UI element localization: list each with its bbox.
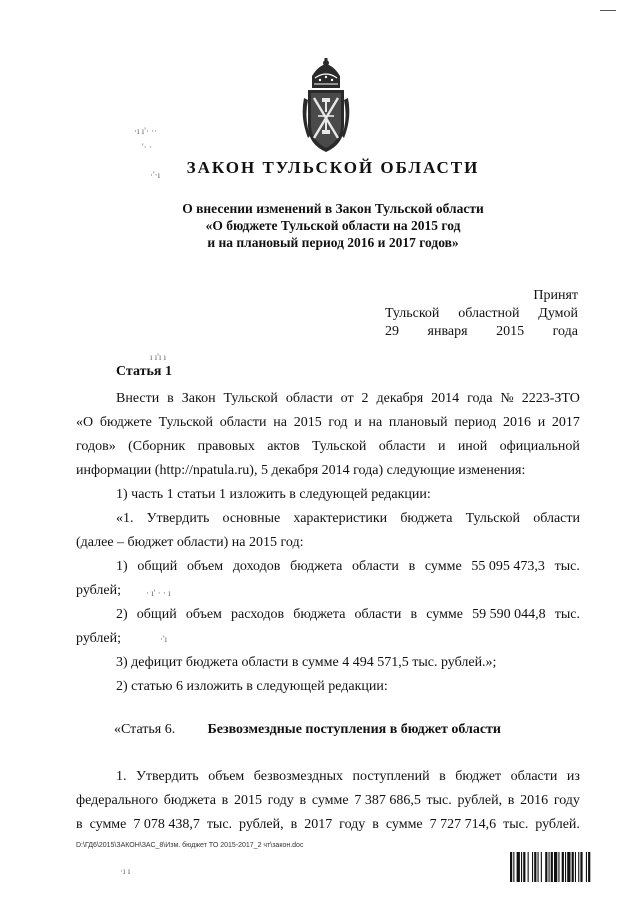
text-line	[76, 387, 580, 411]
word: рублей,	[239, 817, 284, 832]
word: Внести	[116, 391, 160, 406]
word: тыс.	[426, 793, 452, 808]
word: и	[354, 415, 362, 430]
word: 2017	[551, 415, 580, 430]
word: «О	[76, 415, 94, 430]
barcode-bar	[521, 852, 522, 882]
word: области	[219, 415, 267, 430]
word: бюджет	[455, 769, 502, 784]
word: (Сборник	[128, 439, 186, 454]
barcode-bar	[528, 852, 529, 882]
barcode-bar	[551, 852, 553, 882]
adoption-line	[385, 287, 578, 305]
word: в	[372, 817, 379, 832]
barcode-bar	[572, 852, 574, 882]
word: Думой	[538, 306, 578, 321]
word: в	[299, 793, 307, 808]
word: тыс.	[503, 817, 529, 832]
word: объем	[187, 559, 224, 574]
article-6-title: Безвозмездные поступления в бюджет области	[207, 722, 501, 737]
word: характеристики	[293, 511, 388, 526]
word: год	[328, 415, 348, 430]
word: №	[500, 391, 514, 406]
word: 7 727 714,6	[429, 817, 497, 832]
barcode-bar	[562, 852, 564, 882]
text-line	[76, 789, 580, 813]
subtitle-line: О внесении изменений в Закон Тульской области	[182, 201, 484, 216]
word: 2015	[233, 793, 262, 808]
barcode-bar	[510, 852, 512, 882]
word: расходов	[231, 607, 285, 622]
word: сумме	[385, 817, 423, 832]
word: федерального	[76, 793, 159, 808]
word: годов»	[76, 439, 116, 454]
word: Утвердить	[146, 511, 210, 526]
article-6-number: «Статья 6.	[114, 722, 176, 737]
barcode-bar	[578, 852, 579, 882]
word: Тульской	[158, 415, 214, 430]
word: областной	[458, 306, 520, 321]
word: 59 590 044,8	[472, 607, 546, 622]
word: Закон	[181, 391, 216, 406]
barcode-bar	[586, 852, 587, 882]
word: 2017	[304, 817, 333, 832]
barcode-bar	[545, 852, 547, 882]
law-title: ЗАКОН ТУЛЬСКОЙ ОБЛАСТИ	[186, 158, 480, 177]
text-line	[76, 555, 580, 579]
word: правовых	[197, 439, 255, 454]
word: в	[290, 817, 298, 832]
text-line	[76, 603, 580, 627]
word: бюджета	[163, 793, 216, 808]
word: объем	[208, 769, 245, 784]
word: в	[76, 817, 83, 832]
word: тыс.	[554, 607, 580, 622]
word: плановый	[388, 415, 448, 430]
word: тыс.	[206, 817, 233, 832]
word: области	[533, 511, 580, 526]
word: бюджете	[99, 415, 152, 430]
word: января	[427, 324, 468, 339]
barcode-bar	[532, 852, 533, 882]
scan-artifact-mark: ·'ı	[160, 634, 168, 644]
text-line: 2) статью 6 изложить в следующей редакции:	[116, 679, 388, 694]
scan-artifact-mark: ı ı'ı ı	[150, 352, 167, 362]
text-line: 3) дефицит бюджета области в сумме 4 494 571,5 тыс. рублей.»;	[116, 655, 497, 670]
word: области	[354, 607, 402, 622]
article-1-body	[76, 387, 580, 699]
word: 2	[361, 391, 369, 406]
word: Тульской	[385, 306, 440, 321]
subtitle-line: и на плановый период 2016 и 2017 годов»	[207, 235, 459, 250]
barcode-bar	[554, 852, 557, 882]
adoption-line	[385, 305, 578, 323]
word: на	[368, 415, 383, 430]
barcode-bar	[534, 852, 536, 882]
word: иной	[457, 439, 488, 454]
word: тыс.	[554, 559, 580, 574]
word: безвозмездных	[253, 769, 344, 784]
barcode-bar	[513, 852, 514, 882]
word: в	[221, 793, 229, 808]
word: сумме	[311, 793, 349, 808]
barcode-bar	[538, 852, 539, 882]
word: 2014	[431, 391, 460, 406]
barcode-icon	[510, 852, 622, 882]
word: в	[507, 793, 515, 808]
text-line	[76, 813, 580, 837]
word: из	[566, 769, 580, 784]
word: Тульской	[311, 439, 367, 454]
barcode-bar	[558, 852, 559, 882]
scan-artifact-mark: ·ı ı'· ··	[134, 126, 158, 136]
word: 2)	[116, 607, 128, 622]
word: в	[410, 607, 418, 622]
file-path-footer: D:\ГД6\2015\ЗАКОН\ЗАС_8\Изм. бюджет ТО 2015-2017_2 чт\закон.doc	[76, 842, 304, 849]
text-line: (далее – бюджет области) на 2015 год:	[76, 535, 304, 550]
text-line: рублей;	[76, 583, 121, 598]
word: 7 387 686,5	[354, 793, 421, 808]
word: 2223-ЗТО	[521, 391, 580, 406]
barcode-bar	[523, 852, 525, 882]
word: бюджета	[400, 511, 453, 526]
word: сумме	[426, 607, 463, 622]
text-line	[76, 765, 580, 789]
word: году	[267, 793, 294, 808]
word: года	[552, 324, 578, 339]
text-line: информации (http://npatula.ru), 5 декабря 2014 года) следующие изменения:	[76, 463, 526, 478]
word: от	[340, 391, 354, 406]
word: декабря	[376, 391, 424, 406]
text-line: рублей;	[76, 631, 121, 646]
word: сумме	[89, 817, 127, 832]
word: года	[467, 391, 493, 406]
barcode-bar	[567, 852, 570, 882]
word: в	[408, 559, 416, 574]
word: и	[537, 415, 546, 430]
scan-artifact-mark: '· ·	[142, 142, 152, 152]
word: и	[437, 439, 446, 454]
word: период	[454, 415, 497, 430]
word: доходов	[232, 559, 281, 574]
word: 2016	[502, 415, 531, 430]
word: рублей.	[535, 817, 580, 832]
barcode-bar	[541, 852, 542, 882]
word: 2016	[520, 793, 549, 808]
word: области	[352, 559, 399, 574]
word: Тульской	[465, 511, 521, 526]
word: общий	[136, 607, 177, 622]
word: 1)	[116, 559, 128, 574]
word: официальной	[499, 439, 580, 454]
text-line: 1) часть 1 статьи 1 изложить в следующей редакции:	[116, 487, 431, 502]
word: общий	[137, 559, 178, 574]
subtitle-line: «О бюджете Тульской области на 2015 год	[205, 218, 461, 233]
word: году	[339, 817, 366, 832]
word: на	[273, 415, 287, 430]
word: области	[378, 439, 426, 454]
word: области	[285, 391, 333, 406]
word: 1.	[116, 769, 127, 784]
tula-coat-of-arms-icon	[298, 58, 354, 154]
scan-artifact-mark: · ı' · · ı	[146, 588, 171, 598]
adoption-note	[385, 287, 578, 341]
article-1-heading: Статья 1	[116, 364, 172, 379]
scan-artifact-mark: ·ı ı	[120, 866, 131, 876]
word: 7 078 438,7	[133, 817, 200, 832]
word: области	[510, 769, 558, 784]
word: рублей,	[457, 793, 503, 808]
text-line	[76, 435, 580, 459]
adoption-word: Принят	[533, 288, 578, 303]
word: 2015	[496, 324, 525, 339]
adoption-line	[385, 323, 578, 341]
barcode-bar	[588, 852, 590, 882]
word: «1.	[116, 511, 134, 526]
barcode-bar	[565, 852, 566, 882]
barcode-bar	[517, 852, 520, 882]
scan-artifact-line	[600, 10, 616, 11]
text-line	[76, 507, 580, 531]
word: сумме	[424, 559, 462, 574]
barcode-bar	[575, 852, 576, 882]
article-6-heading	[114, 722, 501, 738]
word: объем	[185, 607, 222, 622]
word: году	[553, 793, 580, 808]
word: бюджета	[293, 607, 346, 622]
word: основные	[222, 511, 281, 526]
article-6-body	[76, 765, 580, 837]
word: 2015	[293, 415, 322, 430]
word: в	[167, 391, 174, 406]
word: в	[439, 769, 446, 784]
word: 29	[385, 324, 399, 339]
word: поступлений	[352, 769, 430, 784]
word: 55 095 473,3	[471, 559, 545, 574]
word: Утвердить	[135, 769, 199, 784]
text-line	[76, 411, 580, 435]
word: Тульской	[223, 391, 278, 406]
word: бюджета	[290, 559, 343, 574]
scan-artifact-mark: ·'·ı	[150, 170, 161, 180]
word: актов	[267, 439, 300, 454]
barcode-bar	[580, 852, 582, 882]
law-subtitle	[0, 200, 640, 251]
barcode-bar	[549, 852, 550, 882]
